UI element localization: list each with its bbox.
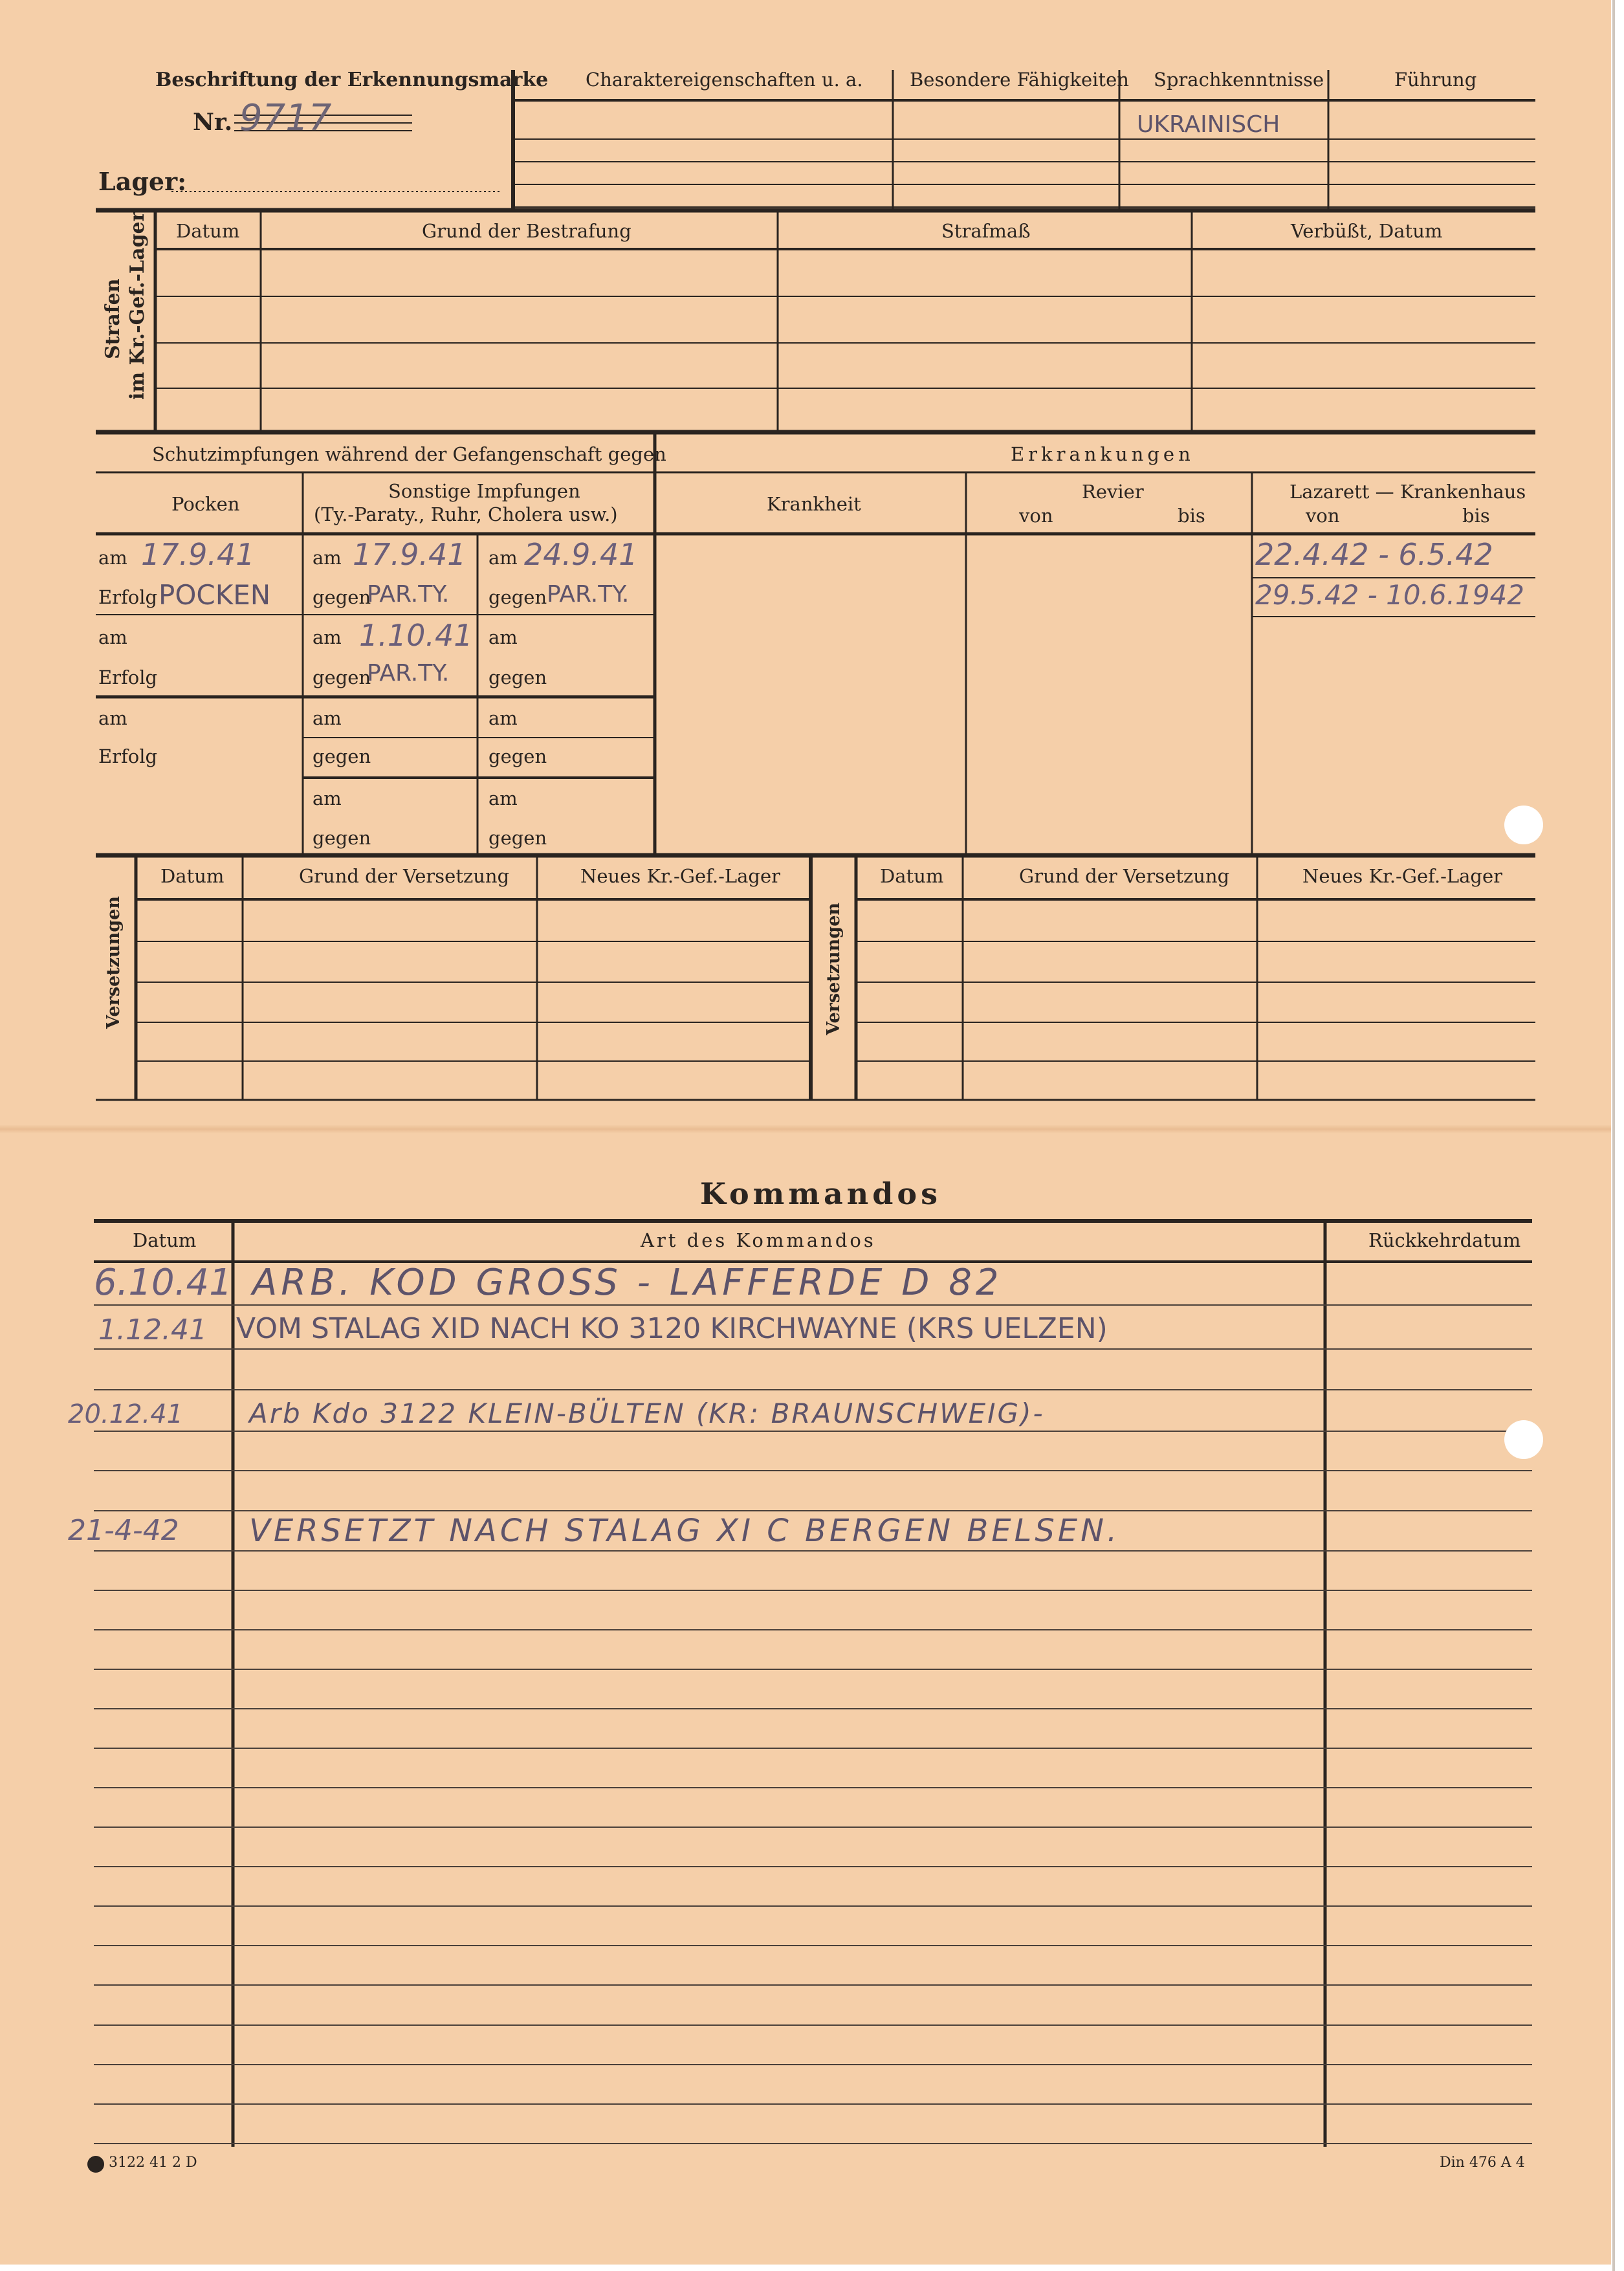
col-charaktereigenschaften: Charaktereigenschaften u. a. xyxy=(586,69,863,91)
s1-gegen-2-value: PAR.TY. xyxy=(367,660,450,686)
s2-am-3-label: am xyxy=(488,707,518,729)
pocken-erfolg-1-label: Erfolg xyxy=(98,586,158,608)
s1-gegen-1-value: PAR.TY. xyxy=(367,581,450,608)
punch-hole-upper xyxy=(1504,806,1543,844)
pocken-label: Pocken xyxy=(171,493,240,515)
lazarett-entry-2: 29.5.42 - 10.6.1942 xyxy=(1255,579,1524,611)
sprachkenntnisse-value: UKRAINISCH xyxy=(1137,111,1280,138)
kommando-3-datum: 20.12.41 xyxy=(68,1399,184,1429)
din-label: Din 476 A 4 xyxy=(1440,2155,1525,2171)
s1-gegen-1-label: gegen xyxy=(313,586,371,608)
versetzungen-side-label-right: Versetzungen xyxy=(824,902,844,1035)
s1-am-3-label: am xyxy=(313,707,342,729)
s1-am-1-label: am xyxy=(313,547,342,569)
s1-gegen-4-label: gegen xyxy=(313,827,371,849)
col-fuehrung: Führung xyxy=(1394,69,1477,91)
kommandos-col-datum: Datum xyxy=(133,1229,197,1251)
s2-gegen-2-label: gegen xyxy=(488,666,547,688)
vers-left-col-neues-lager: Neues Kr.-Gef.-Lager xyxy=(580,865,781,887)
lazarett-bis-label: bis xyxy=(1462,505,1490,527)
kommandos-col-art: Art des Kommandos xyxy=(641,1229,876,1251)
kommando-1-art: ARB. KOD GROSS - LAFFERDE D 82 xyxy=(252,1262,1003,1304)
print-mark-icon xyxy=(87,2156,104,2173)
revier-label: Revier xyxy=(1082,481,1144,503)
strafen-col-strafmass: Strafmaß xyxy=(941,220,1031,242)
vers-right-col-neues-lager: Neues Kr.-Gef.-Lager xyxy=(1302,865,1503,887)
pocken-erfolg-1-value: POCKEN xyxy=(159,579,271,611)
s1-gegen-3-label: gegen xyxy=(313,745,371,767)
kommandos-title: Kommandos xyxy=(700,1176,941,1211)
sonstige-label-1: Sonstige Impfungen xyxy=(388,480,580,502)
col-besondere-faehigkeiten: Besondere Fähigkeiten xyxy=(910,69,1129,91)
strafen-col-datum: Datum xyxy=(176,220,240,242)
s1-gegen-2-label: gegen xyxy=(313,666,371,688)
s2-am-4-label: am xyxy=(488,787,518,809)
s1-am-1-value: 17.9.41 xyxy=(353,537,466,572)
strafen-col-grund: Grund der Bestrafung xyxy=(422,220,631,242)
strafen-side-label-2: im Kr.-Gef.-Lager xyxy=(126,211,149,400)
nr-label: Nr. xyxy=(193,109,233,136)
lazarett-entry-1: 22.4.42 - 6.5.42 xyxy=(1255,537,1493,572)
pocken-am-3-label: am xyxy=(98,707,127,729)
krankheit-label: Krankheit xyxy=(767,493,861,515)
s2-am-2-label: am xyxy=(488,626,518,648)
kommando-2-art: VOM STALAG XID NACH KO 3120 KIRCHWAYNE (KRS UELZEN) xyxy=(236,1312,1108,1345)
nr-value: 9717 xyxy=(239,97,332,139)
kommando-3-art: Arb Kdo 3122 KLEIN-BÜLTEN (KR: BRAUNSCHWEIG)- xyxy=(249,1398,1045,1429)
pocken-erfolg-2-label: Erfolg xyxy=(98,666,158,688)
s1-am-2-label: am xyxy=(313,626,342,648)
strafen-side-label: Strafen xyxy=(102,278,124,359)
page-edge xyxy=(1612,0,1615,2271)
vers-left-col-datum: Datum xyxy=(160,865,225,887)
lager-label: Lager: xyxy=(98,167,187,196)
vers-right-col-datum: Datum xyxy=(880,865,944,887)
pocken-am-1-value: 17.9.41 xyxy=(141,537,255,572)
pocken-am-1-label: am xyxy=(98,547,127,569)
revier-bis-label: bis xyxy=(1178,505,1205,527)
print-code: 3122 41 2 D xyxy=(109,2155,197,2171)
kommandos-col-rueckkehr: Rückkehrdatum xyxy=(1368,1229,1521,1251)
erkrankungen-title: Erkrankungen xyxy=(1011,443,1194,465)
s2-am-1-value: 24.9.41 xyxy=(524,537,638,572)
sonstige-label-2: (Ty.-Paraty., Ruhr, Cholera usw.) xyxy=(314,503,618,525)
s1-am-4-label: am xyxy=(313,787,342,809)
kommando-1-datum: 6.10.41 xyxy=(94,1262,232,1304)
s2-am-1-label: am xyxy=(488,547,518,569)
erkennungsmarke-label: Beschriftung der Erkennungsmarke xyxy=(155,69,549,91)
s2-gegen-3-label: gegen xyxy=(488,745,547,767)
lazarett-label: Lazarett — Krankenhaus xyxy=(1289,481,1526,503)
kommando-4-art: VERSETZT NACH STALAG XI C BERGEN BELSEN. xyxy=(249,1513,1121,1549)
revier-von-label: von xyxy=(1019,505,1053,527)
s2-gegen-1-label: gegen xyxy=(488,586,547,608)
s2-gegen-1-value: PAR.TY. xyxy=(547,581,630,608)
vers-right-col-grund: Grund der Versetzung xyxy=(1019,865,1230,887)
pocken-am-2-label: am xyxy=(98,626,127,648)
s2-gegen-4-label: gegen xyxy=(488,827,547,849)
punch-hole-lower xyxy=(1504,1420,1543,1459)
col-sprachkenntnisse: Sprachkenntnisse xyxy=(1154,69,1324,91)
lazarett-von-label: von xyxy=(1306,505,1340,527)
kommando-4-datum: 21-4-42 xyxy=(68,1514,179,1547)
s1-am-2-value: 1.10.41 xyxy=(359,618,473,653)
pocken-erfolg-3-label: Erfolg xyxy=(98,745,158,767)
vers-left-col-grund: Grund der Versetzung xyxy=(299,865,510,887)
impfungen-title: Schutzimpfungen während der Gefangenschaft gegen xyxy=(152,443,666,465)
strafen-col-verbuesst: Verbüßt, Datum xyxy=(1291,220,1443,242)
kommando-2-datum: 1.12.41 xyxy=(98,1313,207,1346)
versetzungen-side-label-left: Versetzungen xyxy=(104,895,124,1029)
